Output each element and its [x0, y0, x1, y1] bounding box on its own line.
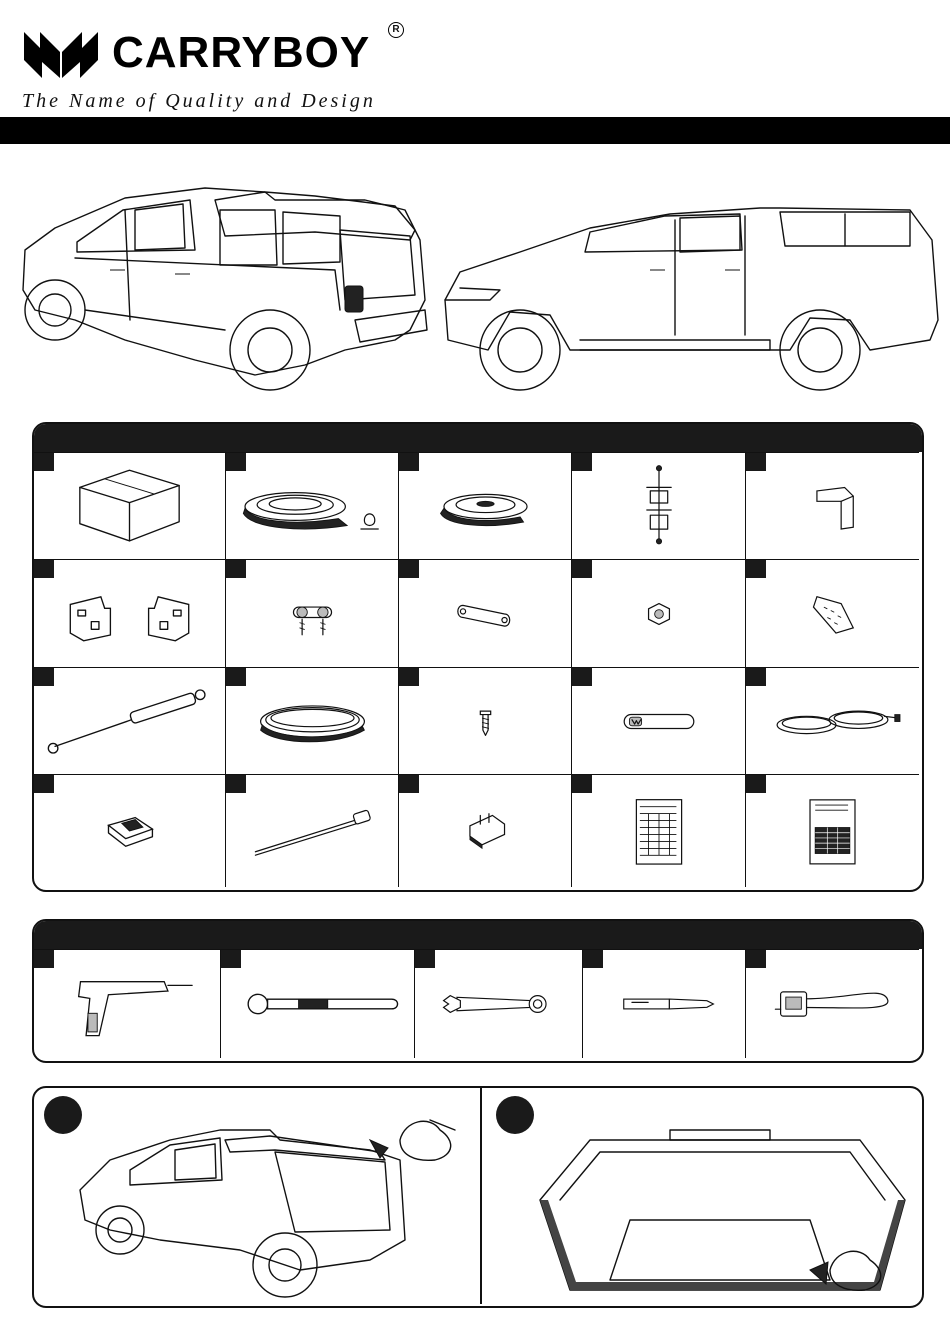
parts-cell — [745, 452, 919, 560]
link-plate-icon — [399, 560, 572, 668]
parts-cell — [398, 774, 572, 887]
corner-cap-icon — [746, 453, 919, 560]
parts-cell — [745, 667, 919, 775]
header-bar — [0, 117, 950, 144]
clean-canopy-edge-icon — [530, 1120, 915, 1302]
parts-list-sheet-icon — [746, 775, 919, 887]
step-1-illustration — [70, 1100, 470, 1300]
mounting-brackets-icon — [34, 560, 225, 668]
rubber-seal-coil-icon — [226, 668, 399, 775]
parts-cell — [225, 667, 399, 775]
parts-cell — [398, 559, 572, 668]
parts-cell — [398, 452, 572, 560]
parts-panel-header — [34, 424, 922, 452]
parts-cell — [225, 774, 399, 887]
utility-knife-icon — [583, 950, 746, 1058]
ratchet-wrench-icon — [221, 950, 415, 1058]
parts-cell — [571, 774, 746, 887]
parts-cell — [571, 667, 746, 775]
brand-name: CARRYBOY — [112, 28, 371, 77]
truck-side-view-illustration — [440, 200, 940, 400]
box-icon — [34, 453, 225, 560]
parts-cell — [225, 559, 399, 668]
tape-measure-icon — [746, 950, 919, 1058]
parts-cell — [225, 452, 399, 560]
parts-cell — [398, 667, 572, 775]
tool-cell — [582, 949, 746, 1058]
cable-tie-icon — [226, 775, 399, 887]
registered-mark: R — [388, 22, 404, 38]
parts-cell — [34, 667, 225, 775]
step-2-marker — [496, 1096, 534, 1134]
gas-strut-icon — [34, 668, 225, 775]
tools-panel-header — [34, 921, 922, 949]
wire-harness-icon — [746, 668, 919, 775]
parts-cell — [745, 774, 919, 887]
instruction-sheet-icon — [572, 775, 746, 887]
tools-grid — [34, 949, 918, 1057]
badge-sticker-icon — [572, 668, 746, 775]
electric-drill-icon — [34, 950, 220, 1058]
wire-connector-icon — [399, 775, 572, 887]
tagline: The Name of Quality and Design — [22, 90, 376, 112]
parts-cell — [745, 559, 919, 668]
parts-cell — [571, 452, 746, 560]
tool-cell — [745, 949, 919, 1058]
combination-wrench-icon — [415, 950, 583, 1058]
brand-logo-mark — [22, 28, 100, 82]
nut-icon — [572, 560, 746, 668]
steps-divider — [480, 1088, 482, 1304]
parts-cell — [34, 452, 225, 560]
truck-rear-view-illustration — [15, 170, 435, 400]
pad-plate-icon — [746, 560, 919, 668]
step-2-illustration — [530, 1120, 915, 1302]
tool-cell — [220, 949, 415, 1058]
parts-cell — [34, 559, 225, 668]
seal-strip-roll-icon — [226, 453, 399, 560]
tool-cell — [414, 949, 583, 1058]
parts-grid — [34, 452, 918, 886]
parts-cell — [571, 559, 746, 668]
twin-bolt-plate-icon — [226, 560, 399, 668]
tool-cell — [34, 949, 220, 1058]
clean-truck-bed-rail-icon — [70, 1100, 470, 1300]
parts-cell — [34, 774, 225, 887]
switch-icon — [34, 775, 225, 887]
clamp-bolt-assembly-icon — [572, 453, 746, 560]
foam-tape-roll-icon — [399, 453, 572, 560]
screw-icon — [399, 668, 572, 775]
